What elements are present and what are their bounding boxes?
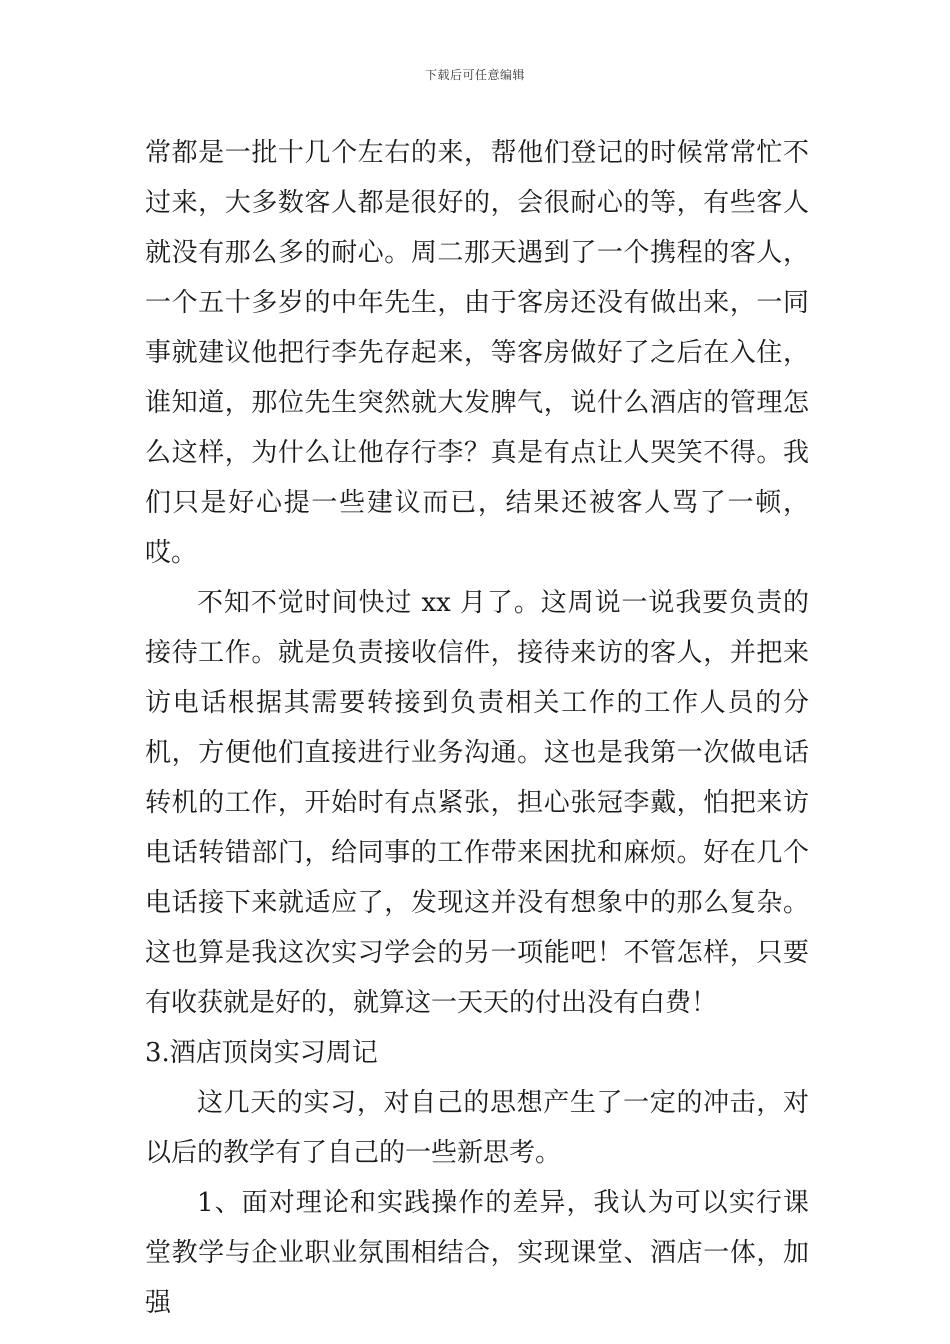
paragraph-reception-work: 不知不觉时间快过 xx 月了。这周说一说我要负责的接待工作。就是负责接收信件，接待来访的客人，并把来访电话根据其需要转接到负责相关工作的工作人员的分机，方便他们直接进行业务沟通。这也是我第一次做电话转机的工作，开始时有点紧张，担心张冠李戴，怕把来访电话转错部门，给同事的工作带来困扰和麻烦。好在几个电话接下来就适应了，发现这并没有想象中的那么复杂。这也算是我这次实习学会的另一项能吧！不管怎样，只要有收获就是好的，就算这一天天的付出没有白费！: [145, 588, 809, 1018]
paragraph-reflection: 这几天的实习，对自己的思想产生了一定的冲击，对以后的教学有了自己的一些新思考。: [145, 1088, 809, 1168]
paragraph-point-1: 1、面对理论和实践操作的差异，我认为可以实行课堂教学与企业职业氛围相结合，实现课堂、酒店一体，加强: [145, 1188, 809, 1318]
header-note: 下载后可任意编辑: [424, 68, 525, 82]
paragraph-guest-story: 常都是一批十几个左右的来，帮他们登记的时候常常忙不过来，大多数客人都是很好的，会很耐心的等，有些客人就没有那么多的耐心。周二那天遇到了一个携程的客人，一个五十多岁的中年先生，由于客房还没有做出来，一同事就建议他把行李先存起来，等客房做好了之后在入住，谁知道，那位先生突然就大发脾气，说什么酒店的管理怎么这样，为什么让他存行李？真是有点让人哭笑不得。我们只是好心提一些建议而已，结果还被客人骂了一顿，哎。: [145, 138, 809, 568]
body-text: [145, 128, 809, 1328]
section-heading: 3.酒店顶岗实习周记: [145, 1038, 378, 1068]
